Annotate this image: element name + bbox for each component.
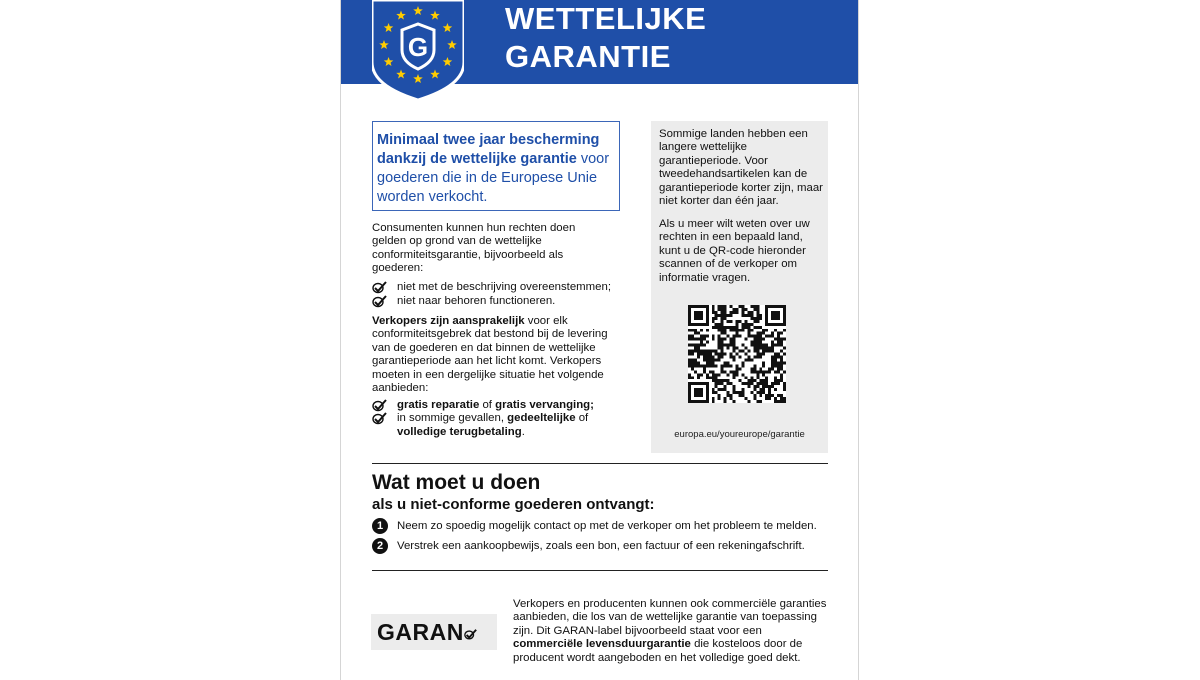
remedy-text: . [521, 425, 525, 438]
commercial-bold: commerciële levensduurgarantie [513, 638, 691, 651]
commercial-post: die kosteloos door de producent wordt aangeboden en het volledige goed dekt. [513, 638, 803, 664]
step-item [372, 539, 867, 553]
conditions-list [372, 281, 632, 310]
section-title: Wat moet u doen [372, 471, 541, 494]
info-paragraph-1: Sommige landen hebben een langere wettelijke garantieperiode. Voor tweedehandsartikelen kan de garantieperiode korter zijn, maar niet korter dan één jaar. [659, 128, 823, 208]
remedy-bold: gratis reparatie [397, 399, 480, 411]
remedy-text: in sommige gevallen, [397, 412, 508, 425]
consumer-rights-text: Consumenten kunnen hun rechten doen gelden op grond van de wettelijke conformiteitsgarantie, bijvoorbeeld als goederen: [372, 222, 576, 275]
remedies-list [372, 399, 632, 439]
remedy-text: of [479, 399, 496, 411]
list-item [372, 399, 632, 412]
info-paragraph-2: Als u meer wilt weten over uw rechten in een bepaald land, kunt u de QR-code hieronder scannen of de verkoper om informatie vragen. [659, 218, 810, 284]
garan-logo-text: GARAN [377, 619, 464, 645]
condition-text: niet met de beschrijving overeenstemmen; [397, 281, 611, 293]
intro-box [372, 121, 620, 211]
step-text: Verstrek een aankoopbewijs, zoals een bon, een factuur of een rekeningafschrift. [397, 540, 805, 552]
commercial-guarantee-text [513, 598, 833, 665]
info-panel [651, 121, 828, 453]
guarantee-poster [340, 0, 859, 680]
qr-code[interactable] [688, 305, 786, 403]
step-number-badge: 2 [372, 538, 388, 554]
title-line-2: GARANTIE [505, 39, 671, 74]
step-text: Neem zo spoedig mogelijk contact op met de verkoper om het probleem te melden. [397, 520, 817, 532]
check-icon [464, 628, 477, 641]
shield-letter: G [407, 32, 429, 62]
remedy-bold: gedeeltelijke [507, 412, 576, 425]
remedy-bold: volledige terugbetaling [397, 425, 522, 438]
divider [372, 570, 828, 571]
remedy-text: of [575, 412, 589, 425]
intro-normal: voor goederen die in de Europese Unie worden verkocht. [377, 151, 610, 205]
list-item [372, 295, 632, 308]
step-item [372, 519, 867, 533]
list-item [372, 281, 632, 294]
garan-label-logo [371, 614, 497, 650]
sellers-bold: Verkopers zijn aansprakelijk [372, 315, 525, 327]
eu-shield-logo [372, 0, 464, 102]
condition-text: niet naar behoren functioneren. [397, 295, 556, 308]
check-icon [372, 412, 387, 425]
page-title [505, 0, 706, 76]
intro-bold: Minimaal twee jaar bescherming dankzij de wettelijke garantie [377, 132, 600, 167]
qr-modules [688, 305, 786, 403]
check-icon [372, 281, 387, 294]
check-icon [372, 399, 387, 412]
commercial-pre: Verkopers en producenten kunnen ook commerciële garanties aanbieden, die los van de wettelijke garantie van toepassing zijn. Dit GARAN-label bijvoorbeeld staat voor een [513, 598, 827, 637]
sellers-liability-text [372, 315, 622, 395]
divider [372, 463, 828, 464]
list-item [372, 412, 632, 439]
check-icon [372, 295, 387, 308]
step-number-badge: 1 [372, 518, 388, 534]
section-subtitle: als u niet-conforme goederen ontvangt: [372, 496, 655, 513]
title-line-1: WETTELIJKE [505, 1, 707, 36]
sellers-normal: voor elk conformiteitsgebrek dat bestond bij de levering van de goederen en dat binnen de wettelijke garantieperiode aan het licht komt. Verkopers moeten in een dergelijke situatie het volgende aanbieden: [372, 315, 608, 395]
europa-url-link[interactable]: europa.eu/youreurope/garantie [674, 429, 805, 440]
remedy-bold: gratis vervanging; [495, 399, 594, 411]
